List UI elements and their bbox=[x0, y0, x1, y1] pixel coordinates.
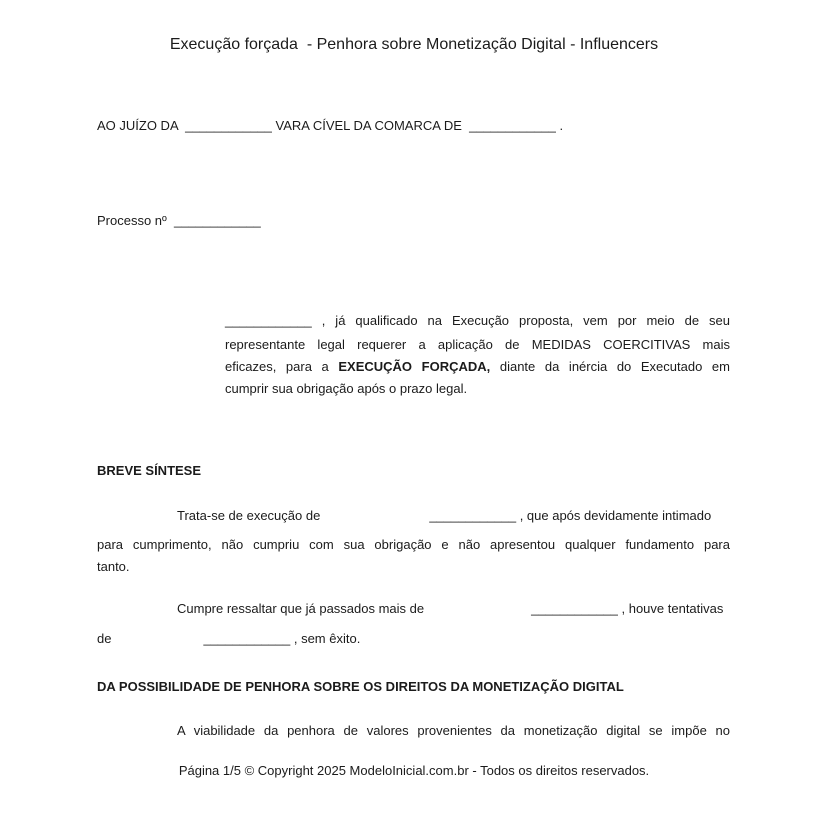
section-heading-breve-sintese: BREVE SÍNTESE bbox=[97, 463, 202, 478]
intro-paragraph-line-1: ____________ , já qualificado na Execução proposta, vem por meio de seu bbox=[225, 313, 730, 328]
intro-paragraph-line-3 bbox=[225, 358, 730, 375]
blank-gap bbox=[424, 612, 531, 613]
section-heading-penhora-monetizacao: DA POSSIBILIDADE DE PENHORA SOBRE OS DIREITOS DA MONETIZAÇÃO DIGITAL bbox=[97, 679, 624, 694]
case-number-line: Processo nº ____________ bbox=[97, 213, 261, 228]
viabilidade-paragraph-line-1: A viabilidade da penhora de valores provenientes da monetização digital se impõe no bbox=[177, 723, 730, 738]
blank-gap bbox=[320, 519, 429, 520]
sintese-paragraph-line-1 bbox=[177, 507, 711, 524]
sintese-paragraph-line-2: para cumprimento, não cumpriu com sua obrigação e não apresentou qualquer fundamento para bbox=[97, 537, 730, 552]
intro-paragraph-line-4: cumprir sua obrigação após o prazo legal. bbox=[225, 381, 468, 396]
page-footer-copyright: Página 1/5 © Copyright 2025 ModeloInicial.com.br - Todos os direitos reservados. bbox=[178, 763, 650, 778]
prazo-line-2-blank: ____________ , sem êxito. bbox=[203, 631, 361, 646]
prazo-paragraph-line-2 bbox=[97, 630, 360, 647]
document-title: Execução forçada - Penhora sobre Monetização Digital - Influencers bbox=[169, 36, 659, 53]
prazo-line-2-text: de bbox=[97, 631, 112, 646]
prazo-line-1-text: Cumpre ressaltar que já passados mais de bbox=[177, 601, 425, 616]
sintese-line-1-blank: ____________ , que após devidamente intimado bbox=[429, 508, 712, 523]
prazo-line-1-blank: ____________ , houve tentativas bbox=[531, 601, 724, 616]
intro-line-3-bold-text: EXECUÇÃO FORÇADA, bbox=[338, 359, 491, 374]
intro-paragraph-line-2: representante legal requerer a aplicação de MEDIDAS COERCITIVAS mais bbox=[225, 337, 730, 352]
sintese-paragraph-line-3: tanto. bbox=[97, 559, 130, 574]
blank-gap bbox=[111, 642, 203, 643]
prazo-paragraph-line-1 bbox=[177, 600, 723, 617]
intro-line-3-text-end: diante da inércia do Executado em bbox=[490, 359, 730, 374]
intro-line-3-text: eficazes, para a bbox=[225, 359, 339, 374]
court-address-line: AO JUÍZO DA ____________ VARA CÍVEL DA COMARCA DE ____________ . bbox=[97, 118, 564, 133]
sintese-line-1-text: Trata-se de execução de bbox=[177, 508, 321, 523]
